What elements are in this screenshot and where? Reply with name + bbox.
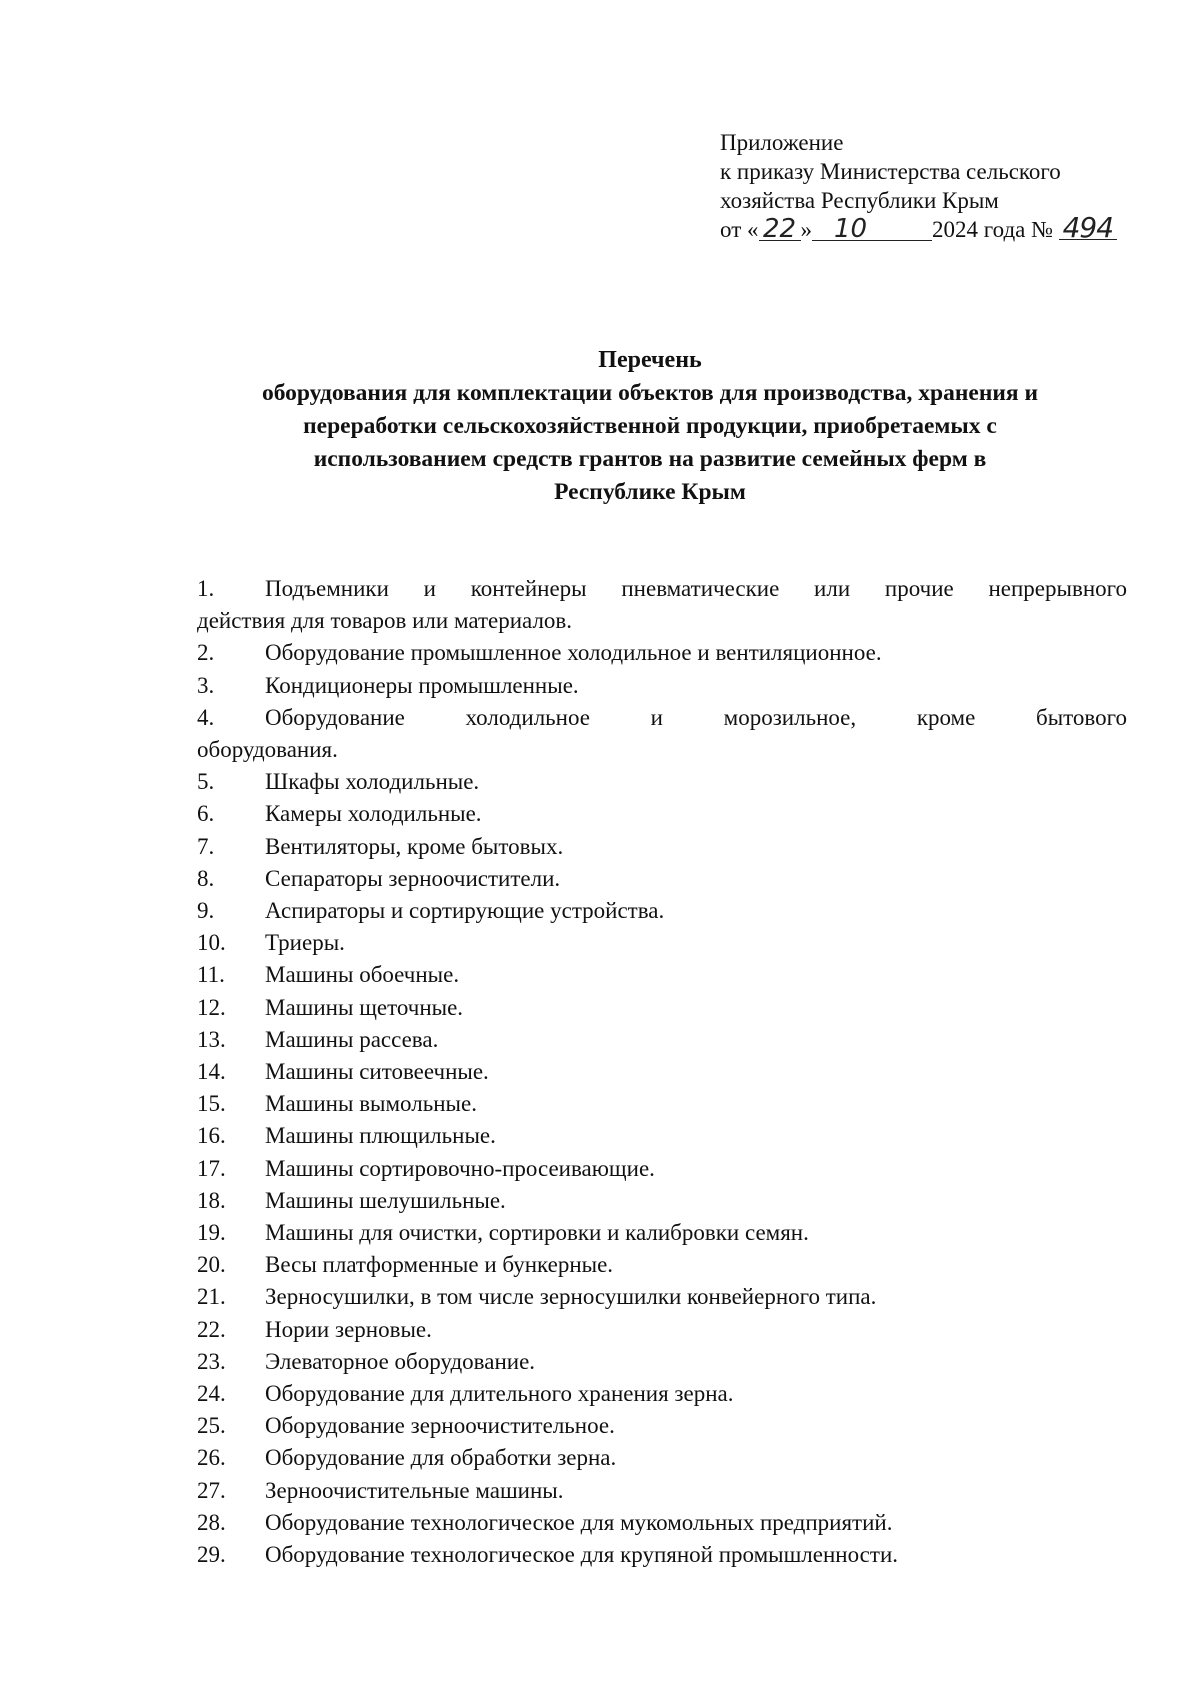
item-number: 16. [197,1123,226,1149]
item-number: 25. [197,1413,226,1439]
date-year-text: 2024 года № [932,217,1054,242]
item-text: Оборудование технологическое для мукомольных предприятий. [265,1509,893,1535]
item-number: 11. [197,962,225,988]
list-item [197,863,1127,895]
item-number: 18. [197,1187,226,1213]
item-text: Машины вымольные. [265,1091,477,1117]
item-number: 15. [197,1091,226,1117]
item-text: Сепараторы зерноочистители. [265,865,561,891]
item-number: 1. [197,576,215,601]
item-number: 6. [197,801,215,827]
list-item [197,1507,1127,1539]
document-title [150,344,1150,509]
appendix-ministry: хозяйства Республики Крым [720,188,999,213]
item-text: Весы платформенные и бункерные. [265,1252,614,1278]
item-number: 2. [197,640,215,666]
item-number: 17. [197,1155,226,1181]
item-number: 8. [197,865,215,891]
list-item [197,1314,1127,1346]
item-text: Аспираторы и сортирующие устройства. [265,898,665,924]
list-item [197,1378,1127,1410]
item-text: Триеры. [265,930,345,956]
item-text: Камеры холодильные. [265,801,482,827]
date-day-handwritten: 22 [759,218,801,241]
item-number: 27. [197,1477,226,1503]
list-item [197,670,1127,702]
item-text: Оборудование для обработки зерна. [265,1445,617,1471]
item-number: 28. [197,1509,226,1535]
item-number: 24. [197,1381,226,1407]
item-number: 3. [197,672,215,698]
date-month-handwritten: 10 [812,218,932,241]
list-item [197,1410,1127,1442]
item-text: Оборудование зерноочистительное. [265,1413,615,1439]
item-text: Машины ситовеечные. [265,1059,489,1085]
list-item [197,1024,1127,1056]
item-number: 22. [197,1316,226,1342]
item-text: Зерноочистительные машины. [265,1477,564,1503]
list-item [197,992,1127,1024]
item-text-line-2: оборудования. [197,737,338,763]
equipment-list [197,573,1127,1571]
item-text-line-1: Подъемники и контейнеры пневматические или прочие непрерывного [265,576,1127,601]
title-line-1: оборудования для комплектации объектов для производства, хранения и [261,380,1039,406]
list-item [197,798,1127,830]
list-item [197,637,1127,669]
item-number: 21. [197,1284,226,1310]
item-number: 19. [197,1220,226,1246]
item-number: 26. [197,1445,226,1471]
title-line-4: Республике Крым [554,479,746,505]
item-number: 4. [197,704,215,730]
item-text: Машины плющильные. [265,1123,496,1149]
appendix-label: Приложение [720,130,844,155]
date-prefix: от « [720,217,759,242]
item-number: 5. [197,769,215,795]
item-text: Машины рассева. [265,1026,439,1052]
item-text-line-1: Оборудование холодильное и морозильное, кроме бытового [265,704,1127,730]
list-item [197,831,1127,863]
item-number: 7. [197,833,215,859]
list-item [197,1088,1127,1120]
order-number-handwritten: 494 [1059,217,1117,240]
list-item [197,1056,1127,1088]
title-line-3: использованием средств грантов на развитие семейных ферм в [313,446,987,472]
list-item [197,1249,1127,1281]
item-text-line-2: действия для товаров или материалов. [197,608,573,634]
list-item [197,1153,1127,1185]
appendix-block [720,128,1160,244]
item-text: Вентиляторы, кроме бытовых. [265,833,564,859]
item-text: Нории зерновые. [265,1316,432,1342]
list-item [197,959,1127,991]
list-item [197,895,1127,927]
item-text: Машины щеточные. [265,994,464,1020]
item-number: 23. [197,1348,226,1374]
title-line-2: переработки сельскохозяйственной продукции, приобретаемых с [303,413,997,439]
item-number: 14. [197,1059,226,1085]
item-number: 13. [197,1026,226,1052]
item-text: Оборудование технологическое для крупяной промышленности. [265,1542,899,1568]
item-text: Оборудование для длительного хранения зерна. [265,1381,734,1407]
appendix-order-ref: к приказу Министерства сельского [720,159,1061,184]
appendix-date-line [720,211,1160,244]
item-text: Элеваторное оборудование. [265,1348,536,1374]
list-item [197,1475,1127,1507]
item-text: Машины шелушильные. [265,1187,506,1213]
list-item [197,702,1127,766]
item-number: 9. [197,898,215,924]
item-number: 12. [197,994,226,1020]
item-number: 10. [197,930,226,956]
date-quote-close: » [800,217,812,242]
item-text: Оборудование промышленное холодильное и вентиляционное. [265,640,882,666]
item-text: Машины обоечные. [265,962,460,988]
list-item [197,1346,1127,1378]
item-text: Кондиционеры промышленные. [265,672,579,698]
list-item [197,1539,1127,1571]
item-text: Машины для очистки, сортировки и калибровки семян. [265,1220,809,1246]
list-item [197,927,1127,959]
list-item [197,573,1127,637]
list-item [197,766,1127,798]
title-heading: Перечень [598,347,702,373]
item-text: Машины сортировочно-просеивающие. [265,1155,655,1181]
list-item [197,1217,1127,1249]
item-number: 29. [197,1542,226,1568]
item-text: Зерносушилки, в том числе зерносушилки конвейерного типа. [265,1284,877,1310]
item-number: 20. [197,1252,226,1278]
list-item [197,1185,1127,1217]
list-item [197,1442,1127,1474]
list-item [197,1281,1127,1313]
item-text: Шкафы холодильные. [265,769,480,795]
list-item [197,1120,1127,1152]
